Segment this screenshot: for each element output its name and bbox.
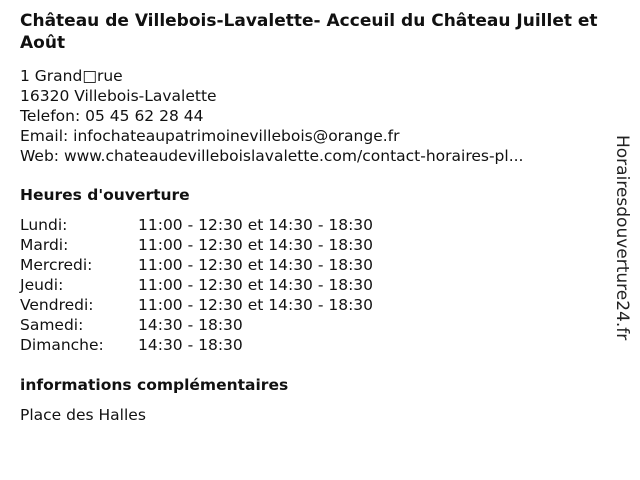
site-watermark: Horairesdouverture24.fr: [612, 135, 632, 341]
time-range: 11:00 - 12:30 et 14:30 - 18:30: [138, 236, 374, 254]
hours-row-tuesday: [20, 235, 614, 255]
time-range: 14:30 - 18:30: [138, 336, 243, 354]
day-label: Dimanche:: [20, 336, 104, 354]
time-range: 11:00 - 12:30 et 14:30 - 18:30: [138, 216, 374, 234]
info-text: Place des Halles: [20, 406, 146, 424]
email-label: Email:: [20, 127, 69, 145]
info-heading: informations complémentaires: [20, 376, 289, 394]
phone-label: Telefon:: [20, 107, 81, 125]
time-range: 11:00 - 12:30 et 14:30 - 18:30: [138, 296, 374, 314]
place-card: [20, 10, 614, 425]
web-link[interactable]: www.chateaudevilleboislavalette.com/contact-horaires-pl...: [63, 147, 524, 165]
hours-heading: Heures d'ouverture: [20, 186, 190, 204]
hours-table: [20, 215, 614, 355]
day-label: Jeudi:: [20, 276, 64, 294]
day-label: Mercredi:: [20, 256, 93, 274]
web-label: Web:: [20, 147, 60, 165]
page-title: Château de Villebois-Lavalette- Acceuil du Château Juillet et Août: [20, 11, 598, 53]
hours-row-wednesday: [20, 255, 614, 275]
address-street: 1 Grand□rue: [20, 67, 123, 85]
day-label: Vendredi:: [20, 296, 94, 314]
time-range: 14:30 - 18:30: [138, 316, 243, 334]
web-line: [20, 146, 590, 166]
hours-row-friday: [20, 295, 614, 315]
phone-link[interactable]: 05 45 62 28 44: [85, 107, 204, 125]
address-city: 16320 Villebois-Lavalette: [20, 87, 217, 105]
day-label: Mardi:: [20, 236, 69, 254]
day-label: Lundi:: [20, 216, 68, 234]
hours-row-monday: [20, 215, 614, 235]
email-link[interactable]: infochateaupatrimoinevillebois@orange.fr: [73, 127, 400, 145]
day-label: Samedi:: [20, 316, 84, 334]
time-range: 11:00 - 12:30 et 14:30 - 18:30: [138, 256, 374, 274]
time-range: 11:00 - 12:30 et 14:30 - 18:30: [138, 276, 374, 294]
email-line: [20, 126, 614, 146]
hours-row-saturday: [20, 315, 614, 335]
contact-block: [20, 66, 614, 166]
hours-row-thursday: [20, 275, 614, 295]
hours-row-sunday: [20, 335, 614, 355]
phone-line: [20, 106, 614, 126]
